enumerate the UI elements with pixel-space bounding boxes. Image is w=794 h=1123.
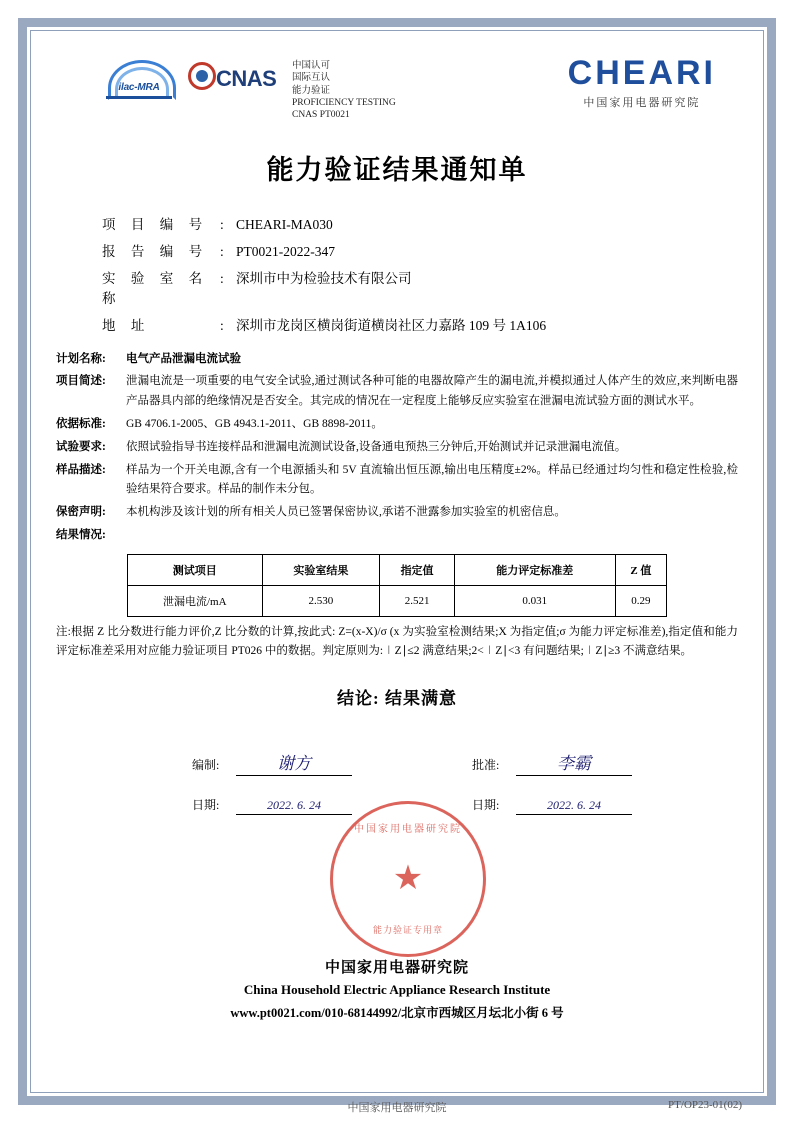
field-colon: : <box>220 317 224 333</box>
section-label: 试验要求: <box>56 440 106 453</box>
page-footer <box>42 1099 752 1115</box>
table-header-row <box>128 554 667 585</box>
table-col-header: 指定值 <box>380 554 455 585</box>
table-cell-z-score: 0.29 <box>615 585 666 616</box>
section-row <box>56 503 738 523</box>
table-col-header: Z 值 <box>615 554 666 585</box>
field-colon: : <box>220 270 224 286</box>
approved-date-value: 2022. 6. 24 <box>516 798 632 815</box>
prepared-label: 编制: <box>192 757 220 772</box>
field-label: 报 告 编 号 <box>102 243 209 259</box>
section-label: 依据标准: <box>56 418 106 431</box>
plan-name-row <box>56 350 738 370</box>
section-text-confidentiality: 本机构涉及该计划的所有相关人员已签署保密协议,承诺不泄露参加实验室的机密信息。 <box>126 506 566 519</box>
accreditation-block <box>292 56 396 122</box>
field-value-address: 深圳市龙岗区横岗街道横岗社区力嘉路 109 号 1A106 <box>236 317 547 333</box>
table-col-header: 实验室结果 <box>262 554 380 585</box>
footer-doc-code: PT/OP23-01(02) <box>668 1099 742 1111</box>
results-table <box>127 554 667 617</box>
signature-prepared-date-line <box>192 796 352 815</box>
field-label: 项 目 编 号 <box>102 216 209 232</box>
ilac-mra-logo-icon <box>102 56 176 108</box>
approved-signature: 李霸 <box>516 749 632 776</box>
header-fields <box>102 213 752 334</box>
section-row <box>56 438 738 458</box>
table-cell-lab-result: 2.530 <box>262 585 380 616</box>
section-row <box>56 372 738 412</box>
signature-prepared-line <box>192 749 352 776</box>
prepared-signature: 谢方 <box>236 749 352 776</box>
org-contact: www.pt0021.com/010-68144992/北京市西城区月坛北小街 6 号 <box>230 1006 564 1020</box>
table-col-header: 能力评定标准差 <box>454 554 615 585</box>
cnas-mark-icon <box>188 62 216 90</box>
seal-star-icon: ★ <box>392 859 424 897</box>
cnas-logo-icon <box>186 56 282 112</box>
field-row <box>102 240 752 260</box>
cnas-label: CNAS <box>216 66 277 91</box>
section-text-description: 泄漏电流是一项重要的电气安全试验,通过测试各种可能的电器故障产生的漏电流,并模拟通过人体产生的效应,来判断电器产品器具内部的绝缘情况是否安全。其完成的情况在一定程度上能够反应实验室在泄漏电流试验方面的测试水平。 <box>126 375 738 408</box>
section-label: 项目简述: <box>56 375 106 388</box>
document-body <box>56 350 738 546</box>
approved-date-label: 日期: <box>472 797 500 812</box>
page-title: 能力验证结果通知单 <box>266 154 528 185</box>
footer-center-text: 中国家用电器研究院 <box>347 1102 447 1114</box>
header-logos <box>42 42 752 122</box>
ilac-label: ilac-MRA <box>118 82 160 93</box>
accreditation-line-2: 能力验证 <box>292 84 331 96</box>
table-cell-assigned-value: 2.521 <box>380 585 455 616</box>
field-colon: : <box>220 243 224 259</box>
org-name-cn: 中国家用电器研究院 <box>324 960 469 976</box>
accreditation-line-1: 国际互认 <box>292 72 331 84</box>
prepared-date-label: 日期: <box>192 797 220 812</box>
cheari-logo <box>568 56 722 110</box>
table-col-header: 测试项目 <box>128 554 263 585</box>
results-label: 结果情况: <box>56 528 106 541</box>
signature-approved-line <box>472 749 632 776</box>
document-content <box>42 42 752 1081</box>
field-row <box>102 213 752 233</box>
signature-prepared-block <box>192 749 352 835</box>
table-cell-std-dev: 0.031 <box>454 585 615 616</box>
field-colon: : <box>220 216 224 232</box>
section-text-requirements: 依照试验指导书连接样品和泄漏电流测试设备,设备通电预热三分钟后,开始测试并记录泄漏电流值。 <box>126 440 627 453</box>
field-label: 实 验 室 名 称 <box>102 270 209 306</box>
cheari-chinese-name: 中国家用电器研究院 <box>583 97 701 109</box>
section-row <box>56 415 738 435</box>
accreditation-line-3: PROFICIENCY TESTING <box>292 98 396 109</box>
organization-footer <box>42 956 752 1021</box>
conclusion-text: 结论: 结果满意 <box>337 688 457 708</box>
section-text-sample: 样品为一个开关电源,含有一个电源插头和 5V 直流输出恒压源,输出电压精度±2%。样品已经通过均匀性和稳定性检验,检验结果符合要求。样品的制作未分包。 <box>126 463 738 496</box>
plan-name-value: 电气产品泄漏电流试验 <box>126 352 241 365</box>
ilac-bar-icon <box>106 96 172 99</box>
prepared-date-value: 2022. 6. 24 <box>236 798 352 815</box>
field-row <box>102 267 752 307</box>
evaluation-note: 注:根据 Z 比分数进行能力评价,Z 比分数的计算,按此式: Z=(x-X)/σ (x 为实验室检测结果;X 为指定值;σ 为能力评定标准差),指定值和能力评定标准差采用对应能力验证项目 PT026 中的数据。判定原则为:∣Z∣≤2 满意结果;2<∣Z∣<3 有问题结果;∣Z∣≥3 不满意结果。 <box>56 625 738 658</box>
accreditation-line-0: 中国认可 <box>292 60 331 71</box>
signature-approved-date-line <box>472 796 632 815</box>
field-value-project-no: CHEARI-MA030 <box>236 216 333 232</box>
signature-approved-block <box>472 749 632 835</box>
section-text-standards: GB 4706.1-2005、GB 4943.1-2011、GB 8898-2011。 <box>126 418 383 431</box>
section-row <box>56 461 738 501</box>
plan-name-label: 计划名称: <box>56 352 106 365</box>
signature-area <box>42 749 752 935</box>
field-value-lab-name: 深圳市中为检验技术有限公司 <box>236 270 412 286</box>
table-row <box>128 585 667 616</box>
org-name-en: China Household Electric Appliance Research Institute <box>243 982 551 997</box>
section-label: 样品描述: <box>56 463 106 476</box>
accreditation-line-4: CNAS PT0021 <box>292 110 350 121</box>
table-cell-item: 泄漏电流/mA <box>128 585 263 616</box>
approved-label: 批准: <box>472 757 500 772</box>
results-table-wrap <box>54 554 740 617</box>
field-value-report-no: PT0021-2022-347 <box>236 243 335 259</box>
seal-bottom-text: 能力验证专用章 <box>372 924 443 935</box>
seal-top-text: 中国家用电器研究院 <box>354 823 462 835</box>
section-label: 保密声明: <box>56 506 106 519</box>
field-label: 地 址 <box>102 317 151 333</box>
cheari-wordmark: CHEARI <box>567 54 716 92</box>
official-seal-icon <box>330 801 486 957</box>
field-row <box>102 314 752 334</box>
